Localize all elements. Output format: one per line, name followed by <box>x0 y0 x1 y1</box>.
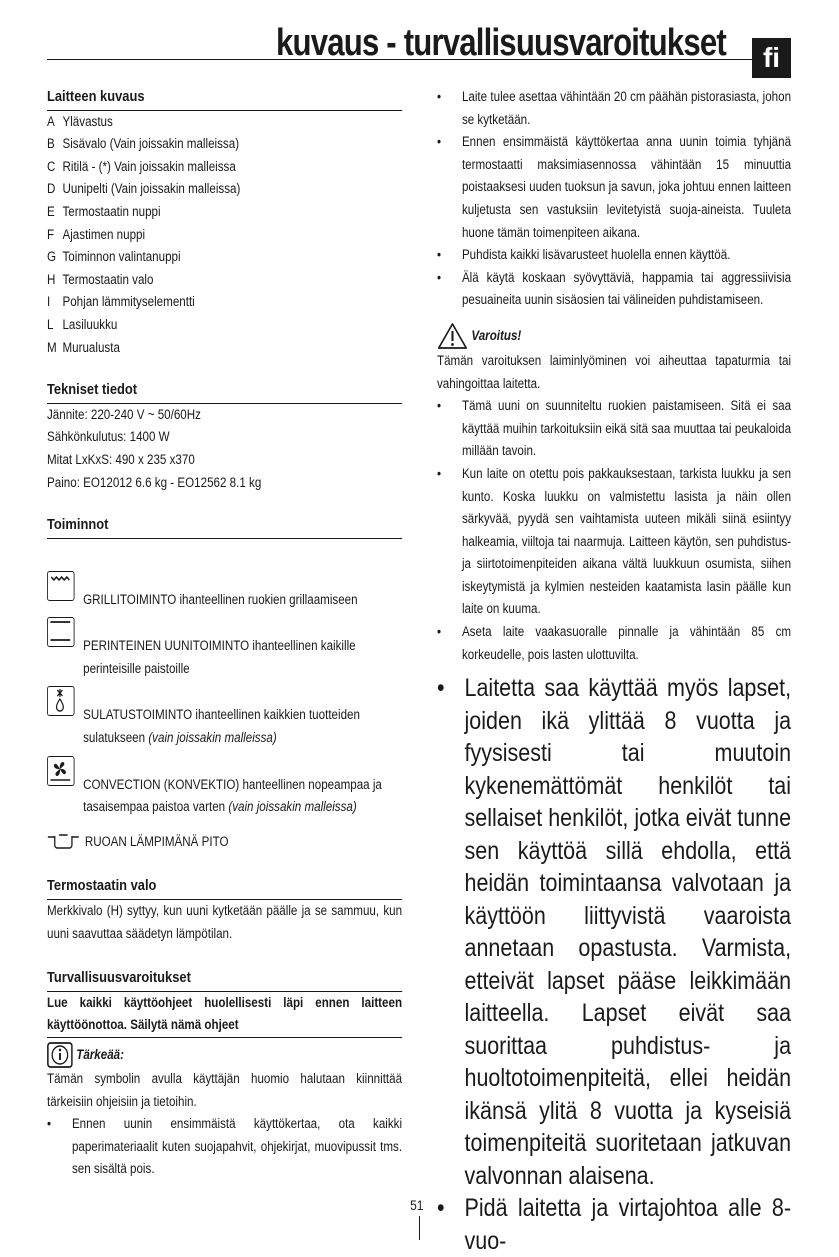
list-item: • Pidä laitetta ja virtajohtoa alle 8-vuo- <box>437 1192 791 1257</box>
function-defrost: SULATUSTOIMINTO ihanteellinen kaikkien tuotteiden sulatukseen (vain joissakin malleissa) <box>47 686 402 749</box>
specs-line: Sähkönkulutus: 1400 W <box>47 429 170 445</box>
list-item: E Termostaatin nuppi <box>47 203 161 219</box>
safety-subheading: Lue kaikki käyttöohjeet huolellisesti läpi ennen laitteen käyttöönottoa. Säilytä nämä ohjeet <box>47 992 402 1038</box>
list-item: • Laite tulee asettaa vähintään 20 cm päähän pistorasiasta, johon se kytketään. <box>437 86 791 131</box>
thermostat-text: Merkkivalo (H) syttyy, kun uuni kytketään päälle ja se sammuu, kun uuni saavuttaa säädetyn lämpötilan. <box>47 903 403 941</box>
page-number-rule <box>419 1216 420 1240</box>
important-heading: Tärkeää: <box>47 1042 402 1068</box>
grill-icon <box>47 571 75 601</box>
important-text: Tämän symbolin avulla käyttäjän huomio halutaan kiinnittää tärkeisiin ohjeisiin ja tietoihin. <box>47 1071 403 1109</box>
right-column <box>437 86 791 1257</box>
list-item: D Uunipelti (Vain joissakin malleissa) <box>47 181 241 197</box>
description-list <box>47 111 402 360</box>
info-icon <box>47 1042 73 1068</box>
warning-heading: Varoitus! <box>437 322 791 350</box>
functions-heading: Toiminnot <box>47 514 402 539</box>
list-item: G Toiminnon valintanuppi <box>47 249 181 265</box>
function-grill: GRILLITOIMINTO ihanteellinen ruokien grillaamiseen <box>47 571 402 612</box>
description-heading: Laitteen kuvaus <box>47 86 402 111</box>
list-item: • Ennen ensimmäistä käyttökertaa anna uunin toimia tyhjänä termostaatti maksimiasennossa vähintään 15 minuuttia poistaaksesi uuden tuoksun ja savun, joka johtuu ennen laitteen kuljetusta sen vastuksiin levitetyistä suoja-aineista. Tuuleta huone tämän toimenpiteen aikana. <box>437 131 791 244</box>
bullets-top <box>437 86 791 312</box>
list-item: • Aseta laite vaakasuoralle pinnalle ja vähintään 85 cm korkeudelle, pois lasten ulottuvilta. <box>437 621 791 666</box>
list-item: • Puhdista kaikki lisävarusteet huolella ennen käyttöä. <box>437 244 791 267</box>
specs-line: Jännite: 220-240 V ~ 50/60Hz <box>47 406 201 422</box>
warning-text: Tämän varoituksen laiminlyöminen voi aiheuttaa tapaturmia tai vahingoittaa laitetta. <box>437 352 792 391</box>
list-item: • Kun laite on otettu pois pakkauksestaan, tarkista luukku ja sen kunto. Koska luukku on valmistettu lasista ja näin ollen särkyvää, pyydä sen vaihtamista uuteen mikäli siinä esiintyy halkeamia, viiltoja tai naarmuja. Laitteen käytön, sen puhdistus- ja siirtotoimenpiteiden aikana vältä luukkuun osumista, siihen iskeytymistä ja kylmien nesteiden kaatamista lasin päälle kun laite on kuuma. <box>437 463 791 621</box>
list-item: A Ylävastus <box>47 113 113 129</box>
language-badge: fi <box>752 38 791 78</box>
function-keep-warm: RUOAN LÄMPIMÄNÄ PITO <box>47 831 402 854</box>
safety-heading: Turvallisuusvaroitukset <box>47 967 402 992</box>
list-item: L Lasiluukku <box>47 316 118 332</box>
specs-line: Paino: EO12012 6.6 kg - EO12562 8.1 kg <box>47 474 262 490</box>
list-item: • Laitetta saa käyttää myös lapset, joiden ikä ylittää 8 vuotta ja fyysisesti tai muutoin kykenemättömät henkilöt tai sellaiset henkilöt, jotka eivät tunne sen käyttöä sillä ehdolla, että heidän toimintaansa valvotaan ja käyttöön liittyvistä vaaroista annetaan opastusta. Varmista, etteivät lapset pääse leikkimään laitteella. Lapset eivät saa suorittaa puhdistus- ja huoltotoimenpiteitä, ellei heidän ikänsä ylitä 8 vuotta ja kyseisiä toimenpiteitä suoritetaan jatkuvan valvonnan alaisena. <box>437 672 791 1192</box>
function-conventional: PERINTEINEN UUNITOIMINTO ihanteellinen kaikille perinteisille paistoille <box>47 617 402 680</box>
list-item: F Ajastimen nuppi <box>47 226 146 242</box>
left-column <box>47 86 402 1181</box>
list-item: B Sisävalo (Vain joissakin malleissa) <box>47 136 240 152</box>
list-item: I Pohjan lämmityselementti <box>47 294 195 310</box>
function-convection: CONVECTION (KONVEKTIO) hanteellinen nopeampaa ja tasaisempaa paistoa varten (vain joissakin malleissa) <box>47 756 402 819</box>
list-item: C Ritilä - (*) Vain joissakin malleissa <box>47 158 236 174</box>
fan-icon <box>47 756 75 786</box>
header-rule <box>47 59 791 60</box>
bullets-large <box>437 672 791 1257</box>
list-item: H Termostaatin valo <box>47 271 154 287</box>
thermostat-heading: Termostaatin valo <box>47 875 402 900</box>
safety-bullets-left <box>47 1113 402 1181</box>
defrost-icon <box>47 686 75 716</box>
list-item: • Ennen uunin ensimmäistä käyttökertaa, ota kaikki paperimateriaalit kuten suojapahvit, ohjekirjat, muovipussit tms. sen sisältä pois. <box>47 1113 402 1181</box>
specs-line: Mitat LxKxS: 490 x 235 x370 <box>47 451 195 467</box>
top-bottom-heat-icon <box>47 617 75 647</box>
bullets-mid <box>437 395 791 666</box>
specs-heading: Tekniset tiedot <box>47 379 402 404</box>
page-title: kuvaus - turvallisuusvaroitukset <box>276 22 726 64</box>
list-item: • Älä käytä koskaan syövyttäviä, happamia tai aggressiivisia pesuaineita uunin sisäosien tai välineiden puhdistamiseen. <box>437 267 791 312</box>
list-item: • Tämä uuni on suunniteltu ruokien paistamiseen. Sitä ei saa käyttää muihin tarkoituksiin eikä sitä saa muuttaa tai peukaloida millään tavoin. <box>437 395 791 463</box>
warning-icon <box>437 322 468 350</box>
page-number: 51 <box>410 1197 424 1213</box>
list-item: M Murualusta <box>47 339 120 355</box>
keep-warm-icon <box>47 834 80 850</box>
